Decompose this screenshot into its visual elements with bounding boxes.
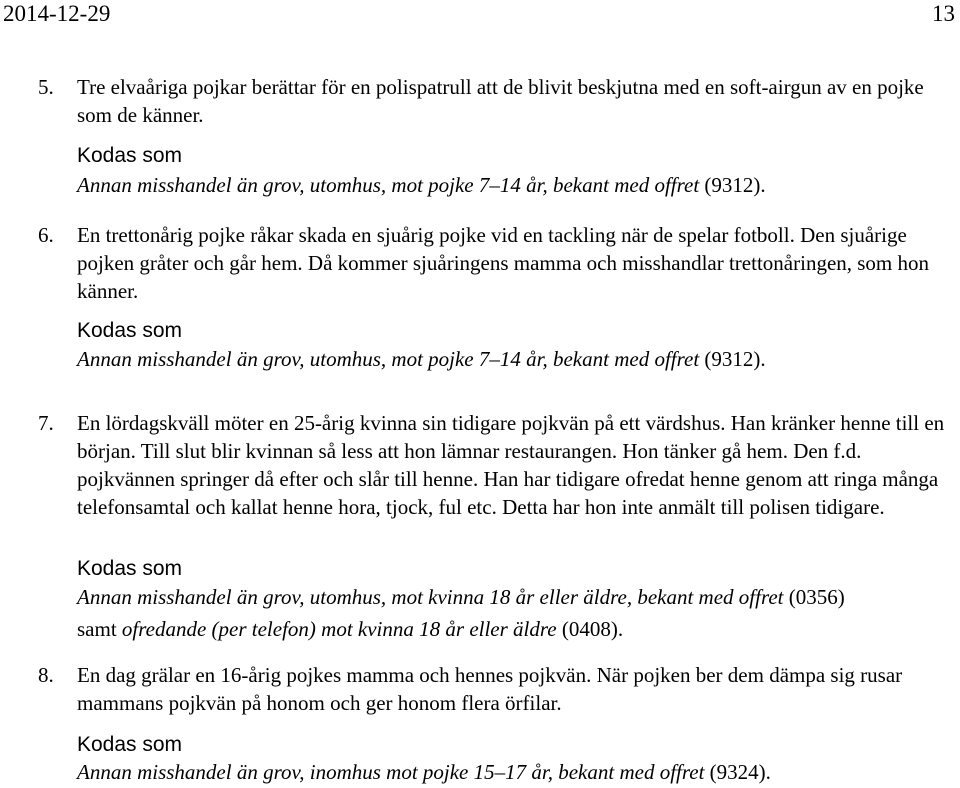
classification-prefix: samt: [77, 617, 122, 641]
header-page-number: 13: [932, 1, 955, 26]
classification: [77, 756, 952, 788]
classification: [77, 343, 952, 375]
header-date: 2014-12-29: [3, 1, 111, 26]
item-text: Tre elvaåriga pojkar berättar för en polispatrull att de blivit beskjutna med en soft-airgun av en pojke som de känner.: [77, 75, 924, 127]
item-number: 7.: [38, 411, 54, 435]
classification: [77, 581, 952, 645]
item-text: En lördagskväll möter en 25-årig kvinna sin tidigare pojkvän på ett värdshus. Han kränker henne till en början. Till slut blir kvinnan så less att hon lämnar restaurangen. Hon tänker gå hem. Den f.d. pojkvännen springer då efter och slår till henne. Han har tidigare ofredat henne genom att ringa många telefonsamtal och kallat henne hora, tjock, ful etc. Detta har hon inte anmält till polisen tidigare.: [77, 411, 945, 519]
classification-code: (9312).: [699, 347, 766, 371]
classification-description: Annan misshandel än grov, inomhus mot pojke 15–17 år, bekant med offret: [77, 760, 705, 784]
kodas-label: Kodas som: [77, 144, 183, 167]
kodas-label: Kodas som: [77, 557, 183, 580]
classification-code: (9324).: [704, 760, 771, 784]
classification-description: Annan misshandel än grov, utomhus, mot pojke 7–14 år, bekant med offret: [77, 173, 700, 197]
classification-code-secondary: (0408).: [556, 617, 624, 641]
classification-code: (0356): [783, 585, 845, 609]
item-number: 5.: [38, 75, 54, 99]
classification-description: Annan misshandel än grov, utomhus, mot pojke 7–14 år, bekant med offret: [77, 347, 700, 371]
classification: [77, 169, 952, 201]
kodas-label: Kodas som: [77, 733, 183, 756]
kodas-label: Kodas som: [77, 319, 183, 342]
classification-description: Annan misshandel än grov, utomhus, mot kvinna 18 år eller äldre, bekant med offret: [77, 585, 784, 609]
item-text: En trettonårig pojke råkar skada en sjuårig pojke vid en tackling när de spelar fotboll. Den sjuårige pojken gråter och går hem. Då kommer sjuåringens mamma och misshandlar trettonåringen, som hon känner.: [77, 223, 930, 303]
item-number: 6.: [38, 223, 54, 247]
item-number: 8.: [38, 663, 54, 687]
classification-description-secondary: ofredande (per telefon) mot kvinna 18 år eller äldre: [121, 617, 557, 641]
classification-code: (9312).: [699, 173, 766, 197]
item-text: En dag grälar en 16-årig pojkes mamma och hennes pojkvän. När pojken ber dem dämpa sig rusar mammans pojkvän på honom och ger honom flera örfilar.: [77, 663, 903, 715]
